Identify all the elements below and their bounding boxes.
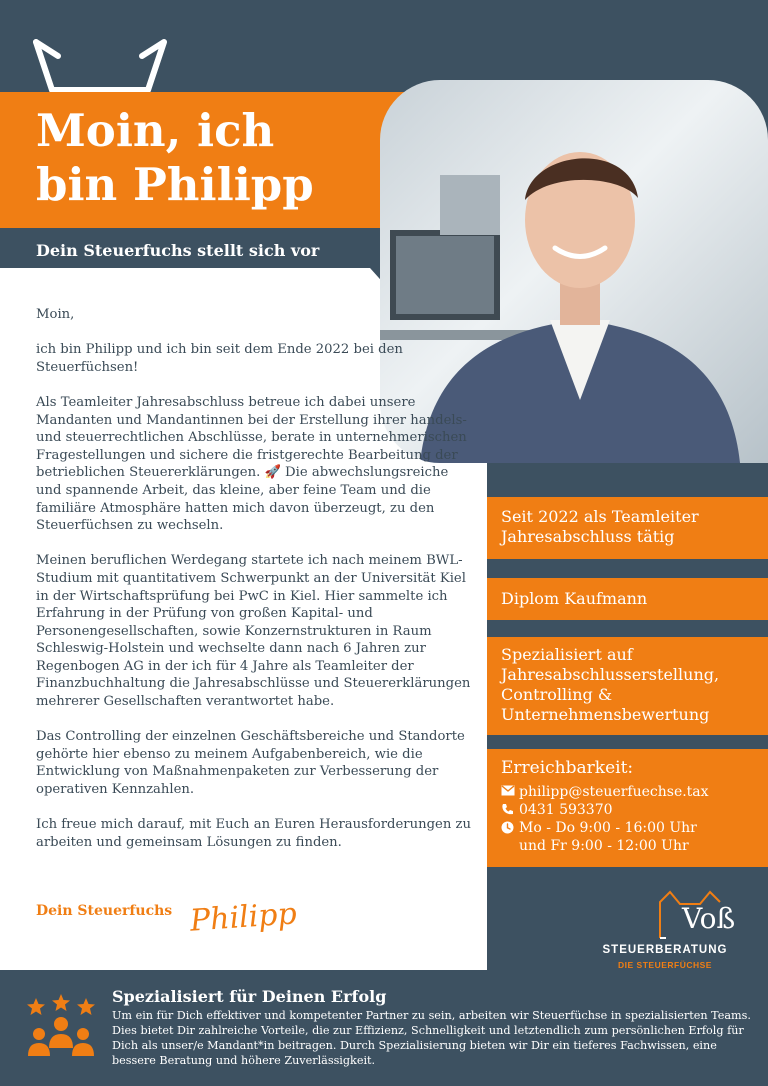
letter-paragraph-4: Das Controlling der einzelnen Geschäftsbereiche und Standorte gehörte hier ebenso zu meinem Aufgabenbereich, wie die Entwicklung von Maßnahmenpaketen zur Verbesserung der operativen Kennzahlen. [36,729,465,798]
team-stars-icon [22,994,100,1060]
company-logo [600,888,750,978]
mail-icon [501,783,519,796]
contact-hours [519,819,697,855]
logo-wordmark: STEUERBERATUNG [602,944,728,956]
handwritten-signature: Philipp [188,896,298,939]
contact-phone-row [501,801,754,819]
page-subtitle: Dein Steuerfuchs stellt sich vor [36,241,320,260]
signature-label: Dein Steuerfuchs [36,903,173,919]
contact-email[interactable]: philipp@steuerfuechse.tax [519,784,709,800]
page-title [36,104,416,212]
title-line-2: bin Philipp [36,158,314,211]
letter-paragraph-3: Meinen beruflichen Werdegang startete ich nach meinem BWL-Studium mit quantitativem Schwerpunkt an der Universität Kiel in der Wirtschaftsprüfung bei PwC in Kiel. Hier sammelte ich Erfahrung in der Prüfung von großen Kapital- und Personengesellschaften, sowie Konzernstrukturen in Raum Schleswig-Holstein und wechselte dann nach 6 Jahren zur Regenbogen AG in der ich für 4 Jahre als Teamleiter der Finanzbuchhaltung die Jahresabschlüsse und Steuererklärungen mehrerer Gesellschaften verantwortet habe. [36,553,471,710]
letter-body [36,306,476,869]
logo-tagline: DIE STEUERFÜCHSE [618,960,712,970]
footer-text: Um ein für Dich effektiver und kompetenter Partner zu sein, arbeiten wir Steuerfüchse in spezialisierten Teams. Dies bietet Dir zahlreiche Vorteile, die zur Effizienz, Schnelligkeit und letztendlich zum persönlichen Erfolg für Dich als unser/e Mandant*in beitragen. Durch Spezialisierung bieten wir Dir ein tieferes Fachwissen, eine bessere Beratung und höhere Zuverlässigkeit. [112,1009,751,1067]
contact-box [487,749,768,867]
clock-icon [501,819,519,834]
fact-specialty: Spezialisiert auf Jahresabschlusserstellung, Controlling & Unternehmensbewertung [487,637,768,735]
letter-paragraph-2: Als Teamleiter Jahresabschluss betreue ich dabei unsere Mandanten und Mandantinnen bei der Erstellung ihrer handels- und steuerrechtlichen Abschlüsse, berate in unternehmerischen Fragestellungen und sichere die fristgerechte Bearbeitung der betrieblichen Steuererklärungen. 🚀 Die abwechslungsreiche und spannende Arbeit, das kleine, aber feine Team und die familiäre Atmosphäre hatten mich davon überzeugt, zu den Steuerfüchsen zu wechseln. [36,394,467,534]
contact-heading: Erreichbarkeit: [501,758,634,778]
contact-hours-line-2: und Fr 9:00 - 12:00 Uhr [519,838,689,854]
letter-paragraph-1: ich bin Philipp und ich bin seit dem Ende 2022 bei den Steuerfüchsen! [36,342,403,375]
footer-title: Spezialisiert für Deinen Erfolg [112,987,387,1006]
title-line-1: Moin, ich [36,104,275,157]
contact-hours-line-1: Mo - Do 9:00 - 16:00 Uhr [519,820,697,836]
letter-greeting: Moin, [36,307,75,322]
contact-phone[interactable]: 0431 593370 [519,802,613,818]
contact-email-row [501,783,754,801]
letter-paragraph-5: Ich freue mich darauf, mit Euch an Euren Herausforderungen zu arbeiten und gemeinsam Lösungen zu finden. [36,817,471,850]
phone-icon [501,801,519,816]
contact-hours-row [501,819,754,855]
cat-ears-icon [30,38,170,94]
logo-name: Voß [682,902,736,935]
fact-degree: Diplom Kaufmann [487,578,768,620]
fact-role: Seit 2022 als Teamleiter Jahresabschluss tätig [487,497,768,559]
